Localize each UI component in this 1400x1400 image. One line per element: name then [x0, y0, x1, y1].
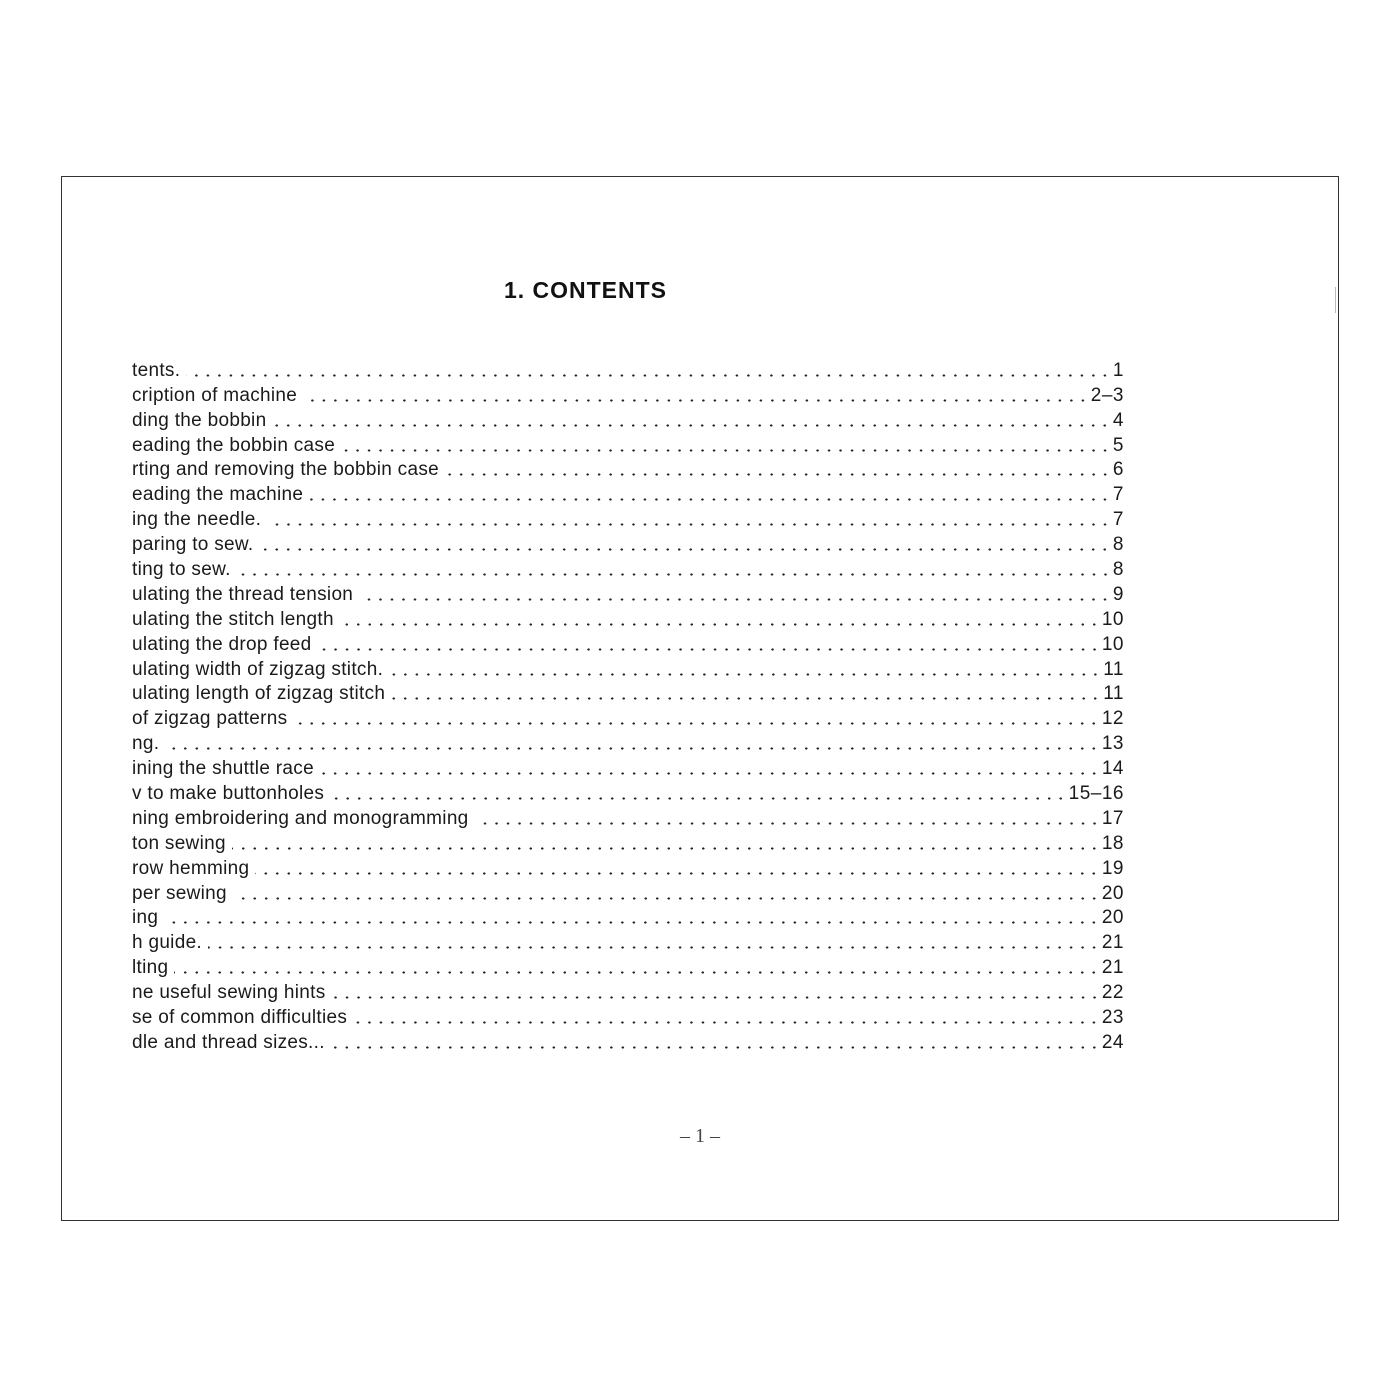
toc-dot-leader [272, 424, 1110, 427]
toc-entry-label: ulating the thread tension [132, 583, 354, 605]
toc-entry-label: ting to sew. [132, 559, 231, 581]
toc-entry [132, 556, 1124, 581]
toc-dot-leader [318, 648, 1100, 651]
toc-entry [132, 681, 1124, 706]
toc-entry-page: 9 [1112, 583, 1124, 605]
toc-entry-page: 10 [1101, 633, 1124, 655]
toc-entry [132, 1029, 1124, 1054]
toc-dot-leader [445, 473, 1111, 476]
toc-entry [132, 730, 1124, 755]
toc-entry [132, 506, 1124, 531]
toc-dot-leader [332, 996, 1100, 999]
toc-entry-page: 23 [1101, 1007, 1124, 1029]
toc-entry-label: lting [132, 957, 169, 979]
toc-entry [132, 1004, 1124, 1029]
toc-entry-page: 22 [1101, 982, 1124, 1004]
toc-entry-label: ding the bobbin [132, 409, 267, 431]
toc-entry-label: cription of machine [132, 384, 298, 406]
toc-dot-leader [237, 573, 1111, 576]
toc-dot-leader [359, 598, 1111, 601]
toc-dot-leader [391, 697, 1101, 700]
toc-entry [132, 705, 1124, 730]
toc-entry [132, 631, 1124, 656]
toc-entry [132, 457, 1124, 482]
page-number: – 1 – [680, 1125, 720, 1147]
toc-entry-label: eading the bobbin case [132, 434, 336, 456]
toc-dot-leader [174, 971, 1100, 974]
page-title [62, 277, 1109, 304]
toc-dot-leader [475, 822, 1100, 825]
toc-entry [132, 855, 1124, 880]
toc-entry [132, 382, 1124, 407]
toc-entry-page: 7 [1112, 509, 1124, 531]
toc-dot-leader [208, 946, 1100, 949]
toc-dot-leader [164, 921, 1100, 924]
toc-entry [132, 780, 1124, 805]
toc-entry-page: 4 [1112, 409, 1124, 431]
toc-entry-label: ton sewing [132, 832, 226, 854]
toc-entry-page: 20 [1101, 882, 1124, 904]
toc-entry-label: tents. [132, 359, 181, 381]
toc-entry-page: 21 [1101, 957, 1124, 979]
toc-entry-label: ulating the stitch length [132, 608, 334, 630]
toc-entry-label: ning embroidering and monogramming [132, 807, 469, 829]
toc-entry-page: 11 [1103, 658, 1124, 680]
toc-entry [132, 432, 1124, 457]
toc-dot-leader [340, 623, 1100, 626]
toc-entry [132, 979, 1124, 1004]
toc-entry-page: 15–16 [1068, 783, 1124, 805]
toc-entry-page: 8 [1112, 559, 1124, 581]
toc-entry-page: 8 [1112, 534, 1124, 556]
manual-page [61, 176, 1339, 1221]
toc-dot-leader [267, 523, 1111, 526]
toc-entry-label: ng. [132, 733, 160, 755]
toc-entry [132, 880, 1124, 905]
toc-entry-label: of zigzag patterns [132, 708, 288, 730]
toc-entry [132, 481, 1124, 506]
toc-entry-label: ulating width of zigzag stitch. [132, 658, 384, 680]
toc-entry-label: ulating length of zigzag stitch [132, 683, 386, 705]
toc-entry-label: rting and removing the bobbin case [132, 459, 440, 481]
toc-dot-leader [165, 747, 1100, 750]
toc-entry-label: dle and thread sizes... [132, 1031, 325, 1053]
toc-dot-leader [259, 548, 1110, 551]
toc-entry-label: h guide. [132, 932, 203, 954]
toc-entry [132, 755, 1124, 780]
toc-entry-label: ing [132, 907, 159, 929]
toc-entry-label: ulating the drop feed [132, 633, 312, 655]
toc-entry-page: 7 [1112, 484, 1124, 506]
toc-entry-label: v to make buttonholes [132, 783, 325, 805]
toc-dot-leader [320, 772, 1100, 775]
toc-entry-page: 18 [1101, 832, 1124, 854]
toc-entry [132, 407, 1124, 432]
toc-entry-page: 1 [1112, 359, 1124, 381]
toc-entry-page: 14 [1101, 758, 1124, 780]
toc-entry-page: 10 [1101, 608, 1124, 630]
toc-entry-page: 20 [1101, 907, 1124, 929]
toc-entry [132, 905, 1124, 930]
toc-entry-label: ne useful sewing hints [132, 982, 326, 1004]
toc-entry [132, 954, 1124, 979]
toc-dot-leader [303, 399, 1089, 402]
toc-dot-leader [353, 1021, 1100, 1024]
toc-entry [132, 606, 1124, 631]
toc-entry-label: per sewing [132, 882, 227, 904]
toc-entry-page: 6 [1112, 459, 1124, 481]
toc-dot-leader [293, 722, 1099, 725]
toc-entry-label: row hemming [132, 857, 250, 879]
toc-dot-leader [389, 673, 1101, 676]
toc-entry [132, 531, 1124, 556]
toc-entry-page: 24 [1101, 1031, 1124, 1053]
toc-dot-leader [232, 847, 1100, 850]
toc-entry-label: ining the shuttle race [132, 758, 314, 780]
toc-entry-label: se of common difficulties [132, 1007, 348, 1029]
toc-entry-label: paring to sew. [132, 534, 254, 556]
toc-entry-page: 5 [1112, 434, 1124, 456]
toc-entry-page: 21 [1101, 932, 1124, 954]
toc-entry-page: 11 [1103, 683, 1124, 705]
toc-entry [132, 929, 1124, 954]
toc-entry-page: 17 [1101, 807, 1124, 829]
toc-entry-label: eading the machine [132, 484, 304, 506]
scan-edge-mark [1335, 287, 1336, 313]
toc-entry [132, 805, 1124, 830]
toc-entry-label: ing the needle. [132, 509, 262, 531]
table-of-contents [132, 357, 1124, 1054]
toc-dot-leader [341, 449, 1111, 452]
toc-entry [132, 581, 1124, 606]
toc-entry-page: 19 [1101, 857, 1124, 879]
toc-entry [132, 656, 1124, 681]
toc-entry-page: 2–3 [1090, 384, 1124, 406]
toc-dot-leader [331, 1046, 1100, 1049]
toc-entry-page: 12 [1101, 708, 1124, 730]
toc-dot-leader [309, 498, 1111, 501]
toc-entry [132, 357, 1124, 382]
toc-dot-leader [233, 897, 1100, 900]
toc-entry-page: 13 [1101, 733, 1124, 755]
toc-entry [132, 830, 1124, 855]
toc-dot-leader [255, 872, 1100, 875]
toc-dot-leader [330, 797, 1066, 800]
page-title-text: 1. CONTENTS [503, 277, 668, 303]
toc-dot-leader [186, 374, 1111, 377]
